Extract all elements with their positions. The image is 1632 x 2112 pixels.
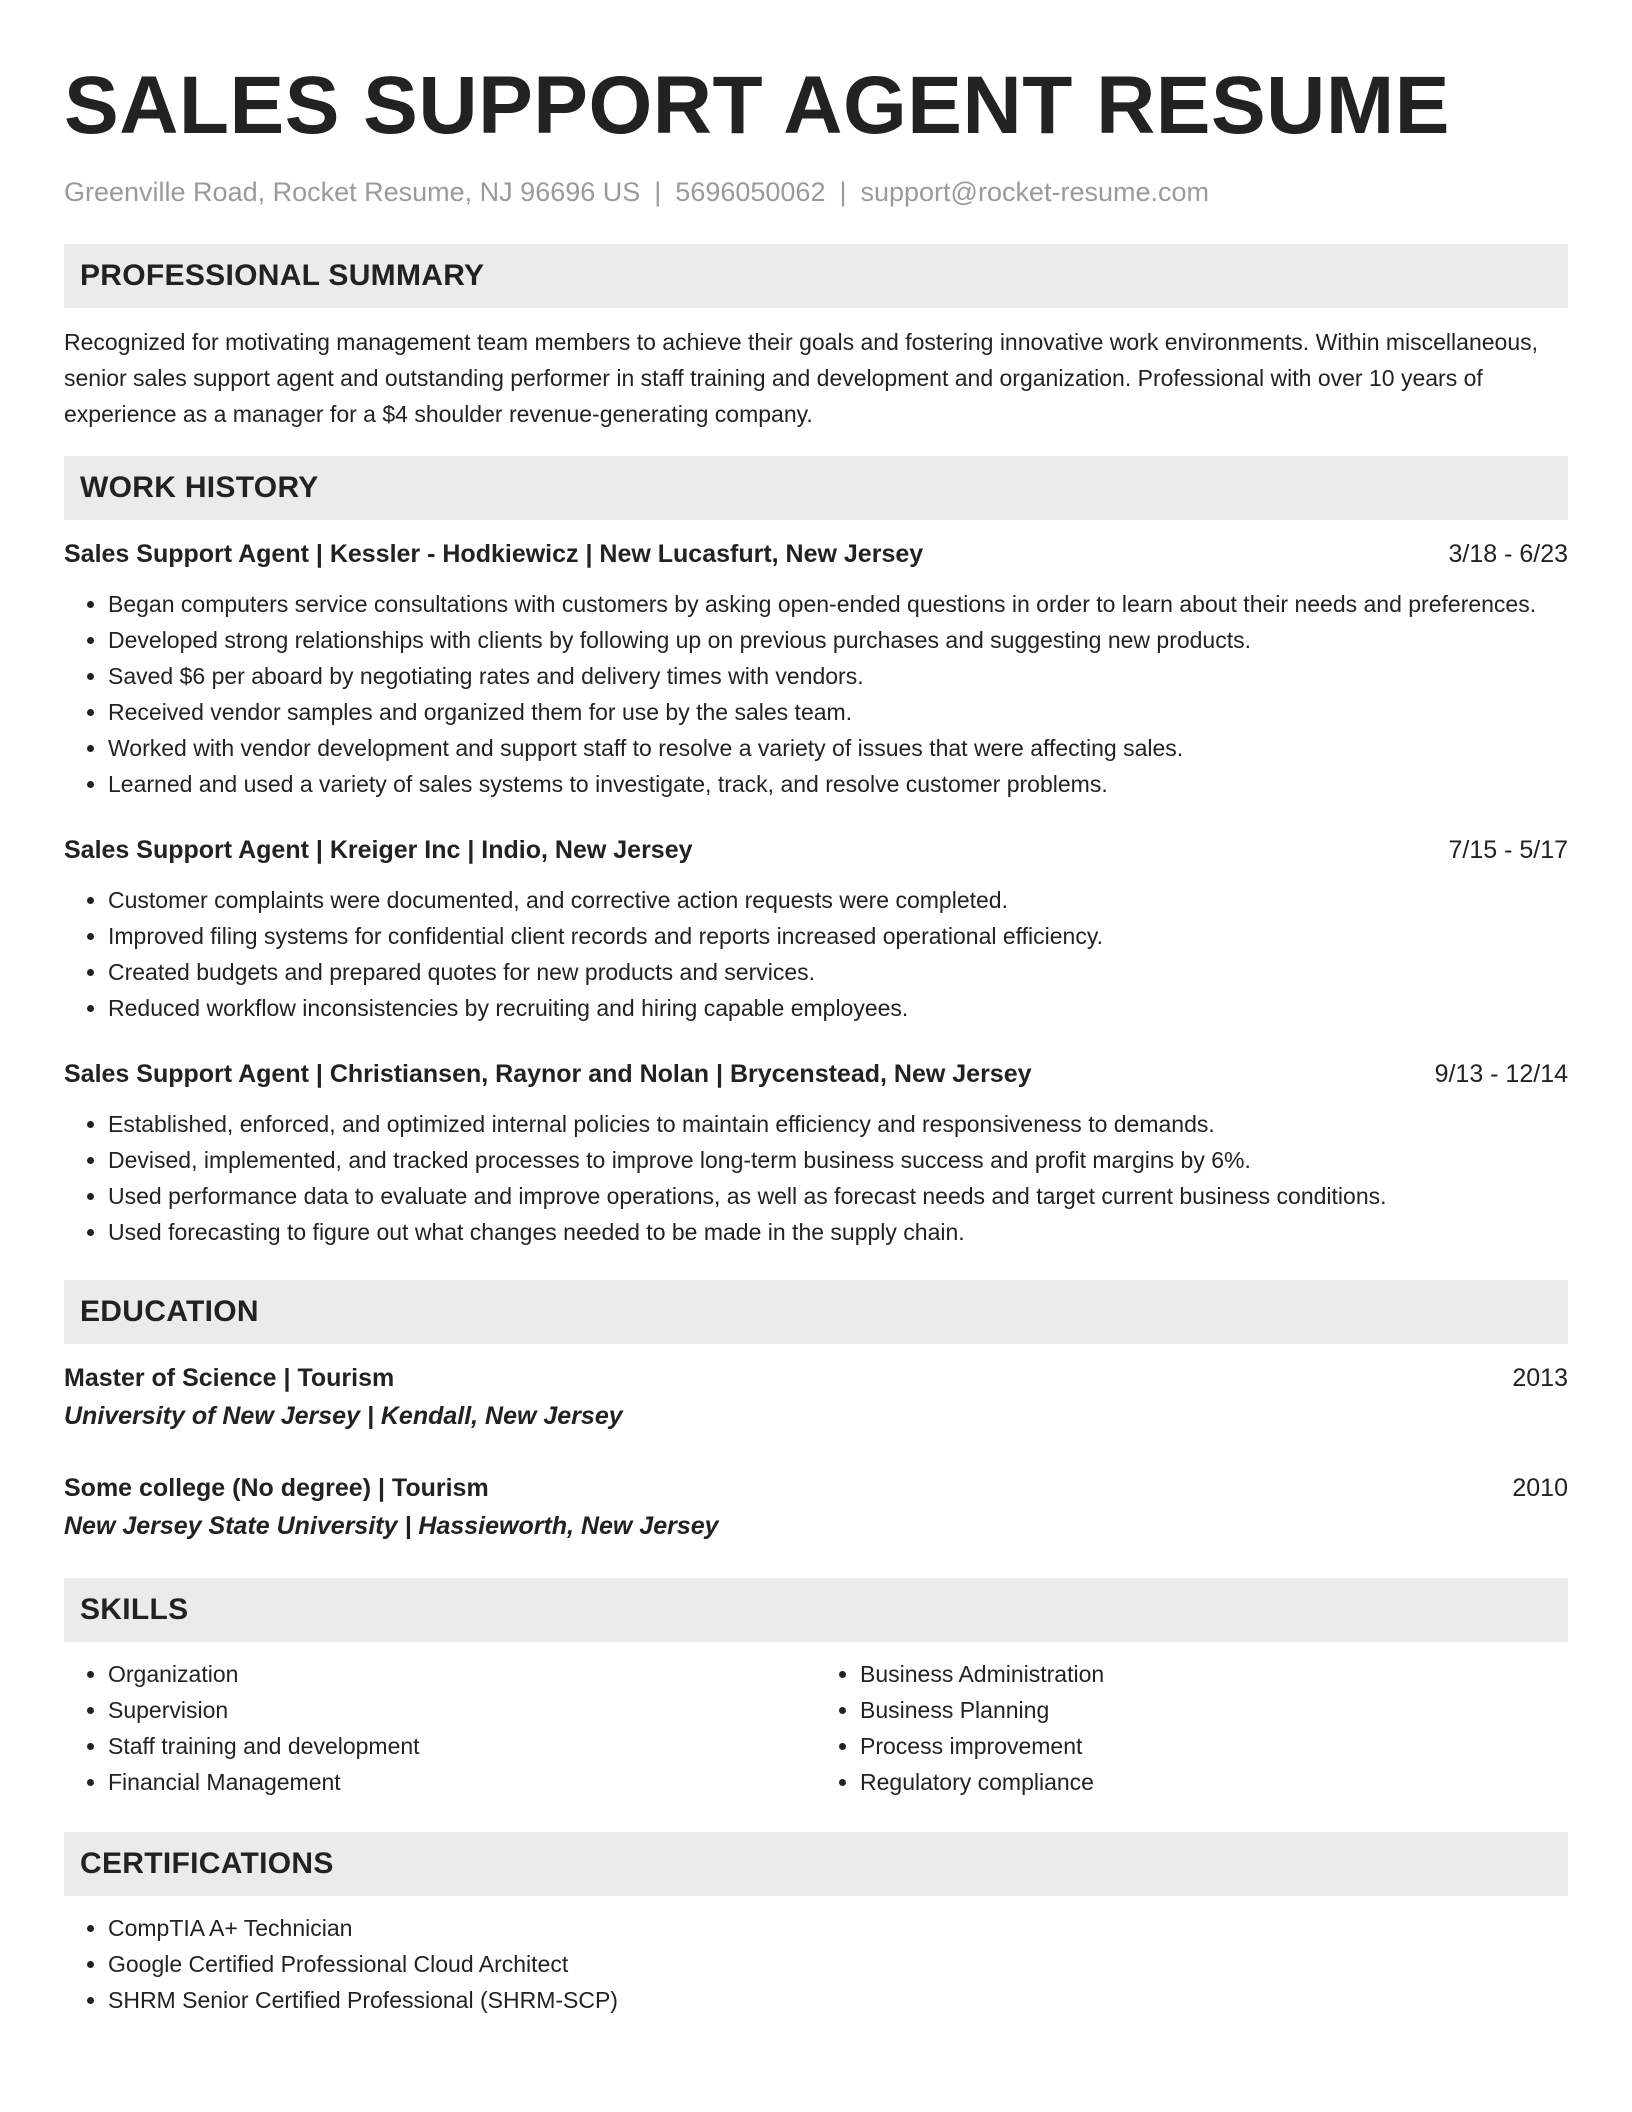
section-header-certifications: CERTIFICATIONS xyxy=(64,1832,1568,1896)
education-year: 2010 xyxy=(1512,1474,1568,1502)
education-school: New Jersey State University | Hassieworth, New Jersey xyxy=(64,1512,719,1540)
job-title: Sales Support Agent | Kessler - Hodkiewicz | New Lucasfurt, New Jersey xyxy=(64,540,924,568)
contact-separator: | xyxy=(839,177,847,207)
skill-item: • Business Planning xyxy=(860,1692,1568,1728)
skill-item: • Regulatory compliance xyxy=(860,1764,1568,1800)
job-bullet-list xyxy=(64,1106,1568,1250)
job-bullet: • Used forecasting to figure out what changes needed to be made in the supply chain. xyxy=(108,1214,1568,1250)
certification-item: • Google Certified Professional Cloud Architect xyxy=(108,1946,1568,1982)
education-entry xyxy=(64,1470,1568,1546)
skill-item: • Business Administration xyxy=(860,1656,1568,1692)
job-title: Sales Support Agent | Kreiger Inc | Indio, New Jersey xyxy=(64,836,693,864)
education-header xyxy=(64,1360,1568,1396)
contact-line xyxy=(64,174,1568,210)
skill-item: • Supervision xyxy=(108,1692,816,1728)
job-dates: 7/15 - 5/17 xyxy=(1448,836,1568,864)
job-dates: 3/18 - 6/23 xyxy=(1448,540,1568,568)
section-header-summary: PROFESSIONAL SUMMARY xyxy=(64,244,1568,308)
education-degree: Some college (No degree) | Tourism xyxy=(64,1474,489,1502)
contact-address: Greenville Road, Rocket Resume, NJ 96696 US xyxy=(64,177,641,207)
job-bullet: • Reduced workflow inconsistencies by recruiting and hiring capable employees. xyxy=(108,990,1568,1026)
resume-title: SALES SUPPORT AGENT RESUME xyxy=(64,60,1450,151)
certification-item: • SHRM Senior Certified Professional (SHRM-SCP) xyxy=(108,1982,1568,2018)
skills-column-left xyxy=(64,1656,816,1800)
job-bullet: • Improved filing systems for confidential client records and reports increased operational efficiency. xyxy=(108,918,1568,954)
job-entry xyxy=(64,536,1568,802)
skill-item: • Process improvement xyxy=(860,1728,1568,1764)
skills-column-right xyxy=(816,1656,1568,1800)
certifications-list xyxy=(64,1910,1568,2018)
job-bullet: • Established, enforced, and optimized internal policies to maintain efficiency and responsiveness to demands. xyxy=(108,1106,1568,1142)
skill-item: • Organization xyxy=(108,1656,816,1692)
job-header xyxy=(64,1056,1568,1092)
education-degree: Master of Science | Tourism xyxy=(64,1364,395,1392)
job-bullet: • Developed strong relationships with clients by following up on previous purchases and suggesting new products. xyxy=(108,622,1568,658)
education-school: University of New Jersey | Kendall, New Jersey xyxy=(64,1402,623,1430)
contact-email[interactable]: support@rocket-resume.com xyxy=(860,177,1210,207)
section-header-skills: SKILLS xyxy=(64,1578,1568,1642)
skills-grid xyxy=(64,1656,1568,1800)
job-bullet: • Worked with vendor development and support staff to resolve a variety of issues that were affecting sales. xyxy=(108,730,1568,766)
job-entry xyxy=(64,832,1568,1026)
contact-separator: | xyxy=(654,177,662,207)
section-header-work-history: WORK HISTORY xyxy=(64,456,1568,520)
job-header xyxy=(64,536,1568,572)
job-dates: 9/13 - 12/14 xyxy=(1434,1060,1568,1088)
certification-item: • CompTIA A+ Technician xyxy=(108,1910,1568,1946)
skill-item: • Staff training and development xyxy=(108,1728,816,1764)
contact-phone: 5696050062 xyxy=(675,177,826,207)
job-bullet: • Created budgets and prepared quotes for new products and services. xyxy=(108,954,1568,990)
skill-item: • Financial Management xyxy=(108,1764,816,1800)
job-bullet: • Customer complaints were documented, and corrective action requests were completed. xyxy=(108,882,1568,918)
education-entry xyxy=(64,1360,1568,1436)
job-entry xyxy=(64,1056,1568,1250)
job-bullet: • Saved $6 per aboard by negotiating rates and delivery times with vendors. xyxy=(108,658,1568,694)
job-title: Sales Support Agent | Christiansen, Raynor and Nolan | Brycenstead, New Jersey xyxy=(64,1060,1032,1088)
education-year: 2013 xyxy=(1512,1364,1568,1392)
job-bullet-list xyxy=(64,882,1568,1026)
job-bullet-list xyxy=(64,586,1568,802)
education-header xyxy=(64,1470,1568,1506)
job-header xyxy=(64,832,1568,868)
summary-text: Recognized for motivating management team members to achieve their goals and fostering innovative work environments. Within miscellaneous, senior sales support agent and outstanding performer in staff training and development and organization. Professional with over 10 years of experience as a manager for a $4 shoulder revenue-generating company. xyxy=(64,329,1538,427)
section-header-education: EDUCATION xyxy=(64,1280,1568,1344)
job-bullet: • Began computers service consultations with customers by asking open-ended questions in order to learn about their needs and preferences. xyxy=(108,586,1568,622)
job-bullet: • Devised, implemented, and tracked processes to improve long-term business success and profit margins by 6%. xyxy=(108,1142,1568,1178)
job-bullet: • Received vendor samples and organized them for use by the sales team. xyxy=(108,694,1568,730)
job-bullet: • Learned and used a variety of sales systems to investigate, track, and resolve customer problems. xyxy=(108,766,1568,802)
job-bullet: • Used performance data to evaluate and improve operations, as well as forecast needs and target current business conditions. xyxy=(108,1178,1568,1214)
